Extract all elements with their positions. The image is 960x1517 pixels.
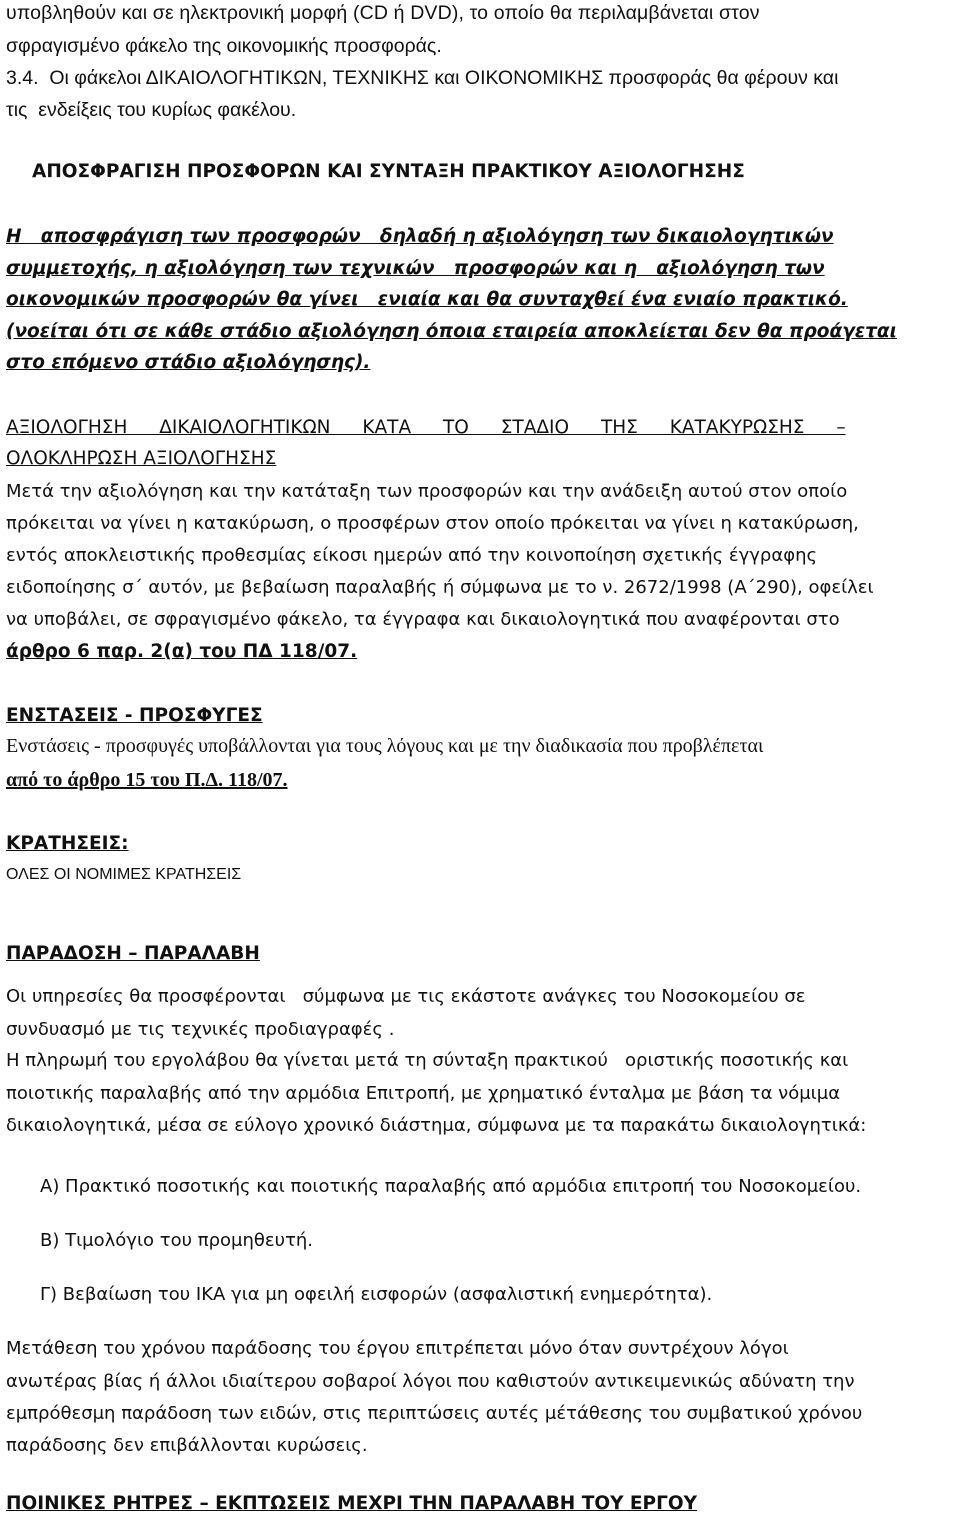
delivery-delay-line-2: ανωτέρας βίας ή άλλοι ιδιαίτερου σοβαροί λόγοι που καθιστούν αντικειμενικώς αδύνατη την bbox=[6, 1371, 855, 1392]
delivery-item-a: Α) Πρακτικό ποσοτικής και ποιοτικής παραλαβής από αρμόδια επιτροπή του Νοσοκομείου. bbox=[40, 1176, 862, 1197]
delivery-line-1: Οι υπηρεσίες θα προσφέρονται σύμφωνα με τις εκάστοτε ανάγκες του Νοσοκομείου σε bbox=[6, 986, 806, 1007]
evaluation-line-5: να υποβάλει, σε σφραγισμένο φάκελο, τα έγγραφα και δικαιολογητικά που αναφέρονται στο bbox=[6, 609, 840, 630]
objections-heading: ΕΝΣΤΑΣΕΙΣ - ΠΡΟΣΦΥΓΕΣ bbox=[6, 705, 263, 726]
delivery-item-b: Β) Τιμολόγιο του προμηθευτή. bbox=[40, 1230, 314, 1251]
objections-line-1: Ενστάσεις - προσφυγές υποβάλλονται για τους λόγους και με την διαδικασία που προβλέπεται bbox=[6, 735, 764, 757]
unsealing-line-2: συμμετοχής, η αξιολόγηση των τεχνικών προσφορών και η αξιολόγηση των bbox=[6, 258, 825, 279]
evaluation-line-2: πρόκειται να γίνει η κατακύρωση, ο προσφέρων στον οποίο πρόκειται να γίνει η κατακύρωση, bbox=[6, 513, 859, 534]
delivery-line-2: συνδυασμό με τις τεχνικές προδιαγραφές . bbox=[6, 1019, 395, 1040]
unsealing-line-1: Η αποσφράγιση των προσφορών δηλαδή η αξιολόγηση των δικαιολογητικών bbox=[6, 226, 834, 247]
deductions-text: ΟΛΕΣ ΟΙ ΝΟΜΙΜΕΣ ΚΡΑΤΗΣΕΙΣ bbox=[6, 866, 242, 883]
intro-line-3: 3.4. Οι φάκελοι ΔΙΚΑΙΟΛΟΓΗΤΙΚΩΝ, ΤΕΧΝΙΚΗΣ και ΟΙΚΟΝΟΜΙΚΗΣ προσφοράς θα φέρουν και bbox=[6, 67, 839, 89]
unsealing-line-5: στο επόμενο στάδιο αξιολόγησης). bbox=[6, 352, 371, 373]
unsealing-line-3: οικονομικών προσφορών θα γίνει ενιαία και θα συνταχθεί ένα ενιαίο πρακτικό. bbox=[6, 289, 848, 310]
delivery-line-4: ποιοτικής παραλαβής από την αρμόδια Επιτροπή, με χρηματικό ένταλμα με βάση τα νόμιμα bbox=[6, 1083, 841, 1104]
evaluation-line-3: εντός αποκλειστικής προθεσμίας είκοσι ημερών από την κοινοποίηση σχετικής έγγραφης bbox=[6, 545, 818, 566]
unsealing-line-4: (νοείται ότι σε κάθε στάδιο αξιολόγηση όποια εταιρεία αποκλείεται δεν θα προάγεται bbox=[6, 321, 897, 342]
delivery-line-5: δικαιολογητικά, μέσα σε εύλογο χρονικό διάστημα, σύμφωνα με τα παρακάτω δικαιολογητικά: bbox=[6, 1115, 867, 1136]
penalties-heading: ΠΟΙΝΙΚΕΣ ΡΗΤΡΕΣ – ΕΚΠΤΩΣΕΙΣ ΜΕΧΡΙ ΤΗΝ ΠΑΡΑΛΑΒΗ ΤΟΥ ΕΡΓΟΥ bbox=[6, 1493, 698, 1514]
delivery-line-3: Η πληρωμή του εργολάβου θα γίνεται μετά τη σύνταξη πρακτικού οριστικής ποσοτικής και bbox=[6, 1050, 849, 1071]
intro-line-4: τις ενδείξεις του κυρίως φακέλου. bbox=[6, 99, 297, 121]
evaluation-line-4: ειδοποίησης σ΄ αυτόν, με βεβαίωση παραλαβής ή σύμφωνα με το ν. 2672/1998 (Α΄290), οφείλει bbox=[6, 577, 874, 598]
delivery-item-c: Γ) Βεβαίωση του ΙΚΑ για μη οφειλή εισφορών (ασφαλιστική ενημερότητα). bbox=[40, 1284, 713, 1305]
unsealing-heading: ΑΠΟΣΦΡΑΓΙΣΗ ΠΡΟΣΦΟΡΩΝ ΚΑΙ ΣΥΝΤΑΞΗ ΠΡΑΚΤΙΚΟΥ ΑΞΙΟΛΟΓΗΣΗΣ bbox=[32, 161, 745, 182]
delivery-delay-line-3: εμπρόθεσμη παράδοση των ειδών, στις περιπτώσεις αυτές μέτάθεσης του συμβατικού χρόνου bbox=[6, 1403, 863, 1424]
deductions-heading: ΚΡΑΤΗΣΕΙΣ: bbox=[6, 833, 129, 854]
delivery-delay-line-4: παράδοσης δεν επιβάλλονται κυρώσεις. bbox=[6, 1435, 368, 1456]
intro-line-1: υποβληθούν και σε ηλεκτρονική μορφή (CD ή DVD), το οποίο θα περιλαμβάνεται στον bbox=[6, 2, 760, 24]
evaluation-heading-line-2: ΟΛΟΚΛΗΡΩΣΗ ΑΞΙΟΛΟΓΗΣΗΣ bbox=[6, 448, 277, 469]
delivery-heading: ΠΑΡΑΔΟΣΗ – ΠΑΡΑΛΑΒΗ bbox=[6, 943, 260, 964]
delivery-delay-line-1: Μετάθεση του χρόνου παράδοσης του έργου επιτρέπεται μόνο όταν συντρέχουν λόγοι bbox=[6, 1338, 789, 1359]
evaluation-line-6: άρθρο 6 παρ. 2(α) του ΠΔ 118/07. bbox=[6, 641, 358, 662]
evaluation-heading-line-1: ΑΞΙΟΛΟΓΗΣΗ ΔΙΚΑΙΟΛΟΓΗΤΙΚΩΝ ΚΑΤΑ ΤΟ ΣΤΑΔΙΟ ΤΗΣ ΚΑΤΑΚΥΡΩΣΗΣ – bbox=[6, 417, 846, 438]
objections-line-2: από το άρθρο 15 του Π.Δ. 118/07. bbox=[6, 769, 288, 791]
intro-line-2: σφραγισμένο φάκελο της οικονομικής προσφοράς. bbox=[6, 35, 442, 57]
evaluation-line-1: Μετά την αξιολόγηση και την κατάταξη των προσφορών και την ανάδειξη αυτού στον οποίο bbox=[6, 481, 848, 502]
